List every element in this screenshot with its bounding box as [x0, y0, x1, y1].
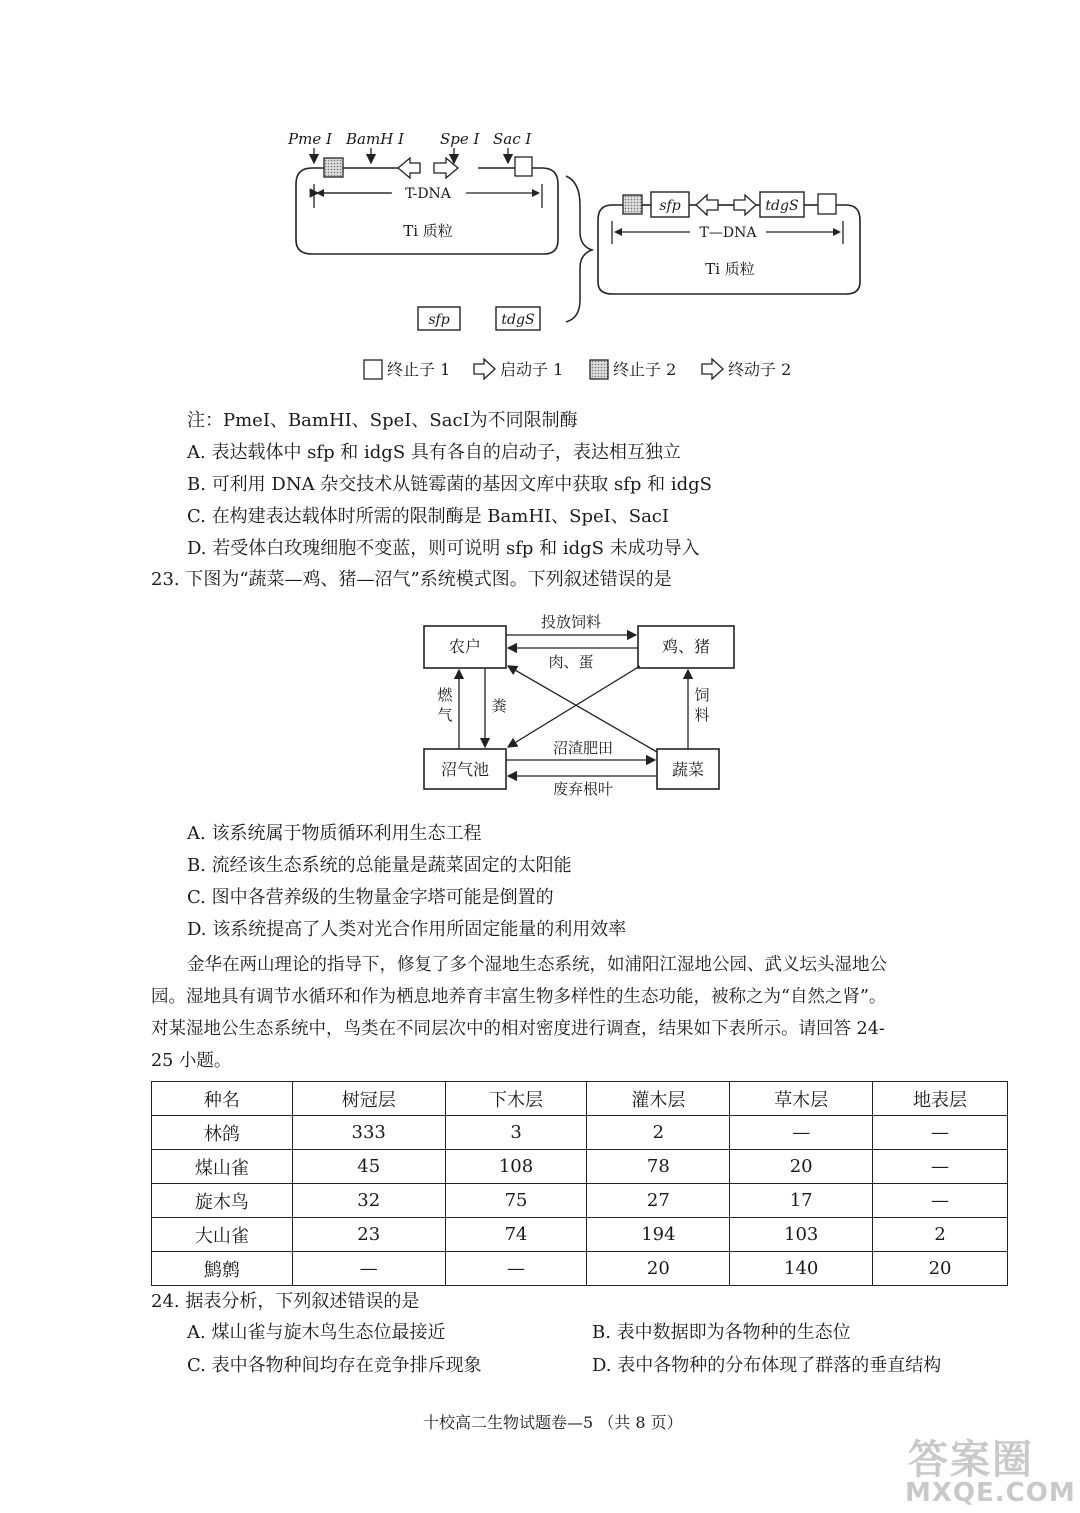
table-cell: 45	[292, 1150, 445, 1184]
table-cell: 78	[587, 1150, 730, 1184]
legend-label-1: 终止子 1	[387, 360, 451, 379]
table-header: 地表层	[873, 1082, 1008, 1116]
table-header: 灌木层	[587, 1082, 730, 1116]
watermark-logo: 答案圈	[908, 1437, 1034, 1483]
passage-line-1: 金华在两山理论的指导下，修复了多个湿地生态系统，如浦阳江湿地公园、武义坛头湿地公	[187, 955, 887, 975]
q23-option-c[interactable]: C. 图中各营养级的生物量金字塔可能是倒置的	[187, 887, 554, 908]
table-cell: —	[730, 1116, 873, 1150]
q24-option-d[interactable]: D. 表中各物种的分布体现了群落的垂直结构	[592, 1355, 942, 1376]
right-plasmid-label: Ti 质粒	[705, 260, 755, 278]
gene-sfp-label: sfp	[428, 312, 450, 328]
legend-terminator1-icon	[364, 360, 382, 379]
q22-note: 注：PmeⅠ、BamHⅠ、SpeⅠ、SacⅠ为不同限制酶	[187, 410, 578, 431]
right-terminator2-icon	[623, 195, 642, 214]
table-cell: 2	[873, 1218, 1008, 1252]
table-cell: 林鸽	[152, 1116, 293, 1150]
q23-option-d[interactable]: D. 该系统提高了人类对光合作用所固定能量的利用效率	[187, 919, 627, 940]
table-cell: 23	[292, 1218, 445, 1252]
right-terminator1-icon	[818, 194, 836, 214]
gene-tdgs-label: tdgS	[501, 312, 535, 328]
legend-promoter2-icon	[702, 359, 723, 379]
node-farmer-label: 农户	[448, 637, 482, 656]
right-promoter-right-icon	[734, 195, 756, 215]
left-tdna-label: T-DNA	[405, 186, 451, 202]
table-cell: 108	[445, 1150, 587, 1184]
left-plasmid-label: Ti 质粒	[403, 222, 453, 240]
table-row	[152, 1252, 1008, 1286]
right-plasmid-outline	[598, 205, 860, 294]
edge-gas-label-2: 气	[437, 706, 453, 724]
q24-option-b[interactable]: B. 表中数据即为各物种的生态位	[592, 1322, 851, 1343]
q24-option-a[interactable]: A. 煤山雀与旋木鸟生态位最接近	[187, 1322, 446, 1343]
plasmid-figure	[0, 0, 1080, 400]
table-cell: 32	[292, 1184, 445, 1218]
table-header: 草木层	[730, 1082, 873, 1116]
node-biogas-label: 沼气池	[440, 760, 490, 779]
edge-manure-label: 粪	[491, 697, 507, 715]
table-cell: 煤山雀	[152, 1150, 293, 1184]
table-cell: 194	[587, 1218, 730, 1252]
edge-feed-label: 投放饲料	[540, 613, 602, 631]
brace	[566, 176, 592, 322]
table-header: 种名	[152, 1082, 293, 1116]
q23-option-a[interactable]: A. 该系统属于物质循环利用生态工程	[187, 823, 482, 844]
table-cell: 大山雀	[152, 1218, 293, 1252]
right-sfp-label: sfp	[659, 198, 681, 214]
table-header-row	[152, 1082, 1008, 1116]
right-tdgs-label: tdgS	[765, 198, 799, 214]
table-cell: 74	[445, 1218, 587, 1252]
table-cell: 旋木鸟	[152, 1184, 293, 1218]
ecosystem-diagram	[400, 600, 760, 805]
table-row	[152, 1116, 1008, 1150]
q22-option-d[interactable]: D. 若受体白玫瑰细胞不变蓝，则可说明 sfp 和 idgS 未成功导入	[187, 538, 700, 559]
watermark-url: MXQE.COM	[905, 1478, 1076, 1508]
edge-residue-label: 沼渣肥田	[552, 739, 614, 757]
table-cell: 20	[873, 1252, 1008, 1286]
q24-option-c[interactable]: C. 表中各物种间均存在竞争排斥现象	[187, 1355, 482, 1376]
table-cell: —	[873, 1184, 1008, 1218]
right-promoter-left-icon	[696, 195, 718, 215]
legend-label-4: 终动子 2	[728, 360, 792, 379]
terminator2-icon	[324, 158, 343, 177]
enzyme-pme-label: Pme Ⅰ	[288, 130, 332, 148]
table-cell: —	[445, 1252, 587, 1286]
bird-density-table	[151, 1081, 1008, 1286]
q23-stem: 23. 下图为“蔬菜—鸡、猪—沼气”系统模式图。下列叙述错误的是	[151, 569, 672, 590]
passage-line-2: 园。湿地具有调节水循环和作为栖息地养育丰富生物多样性的生态功能，被称之为“自然之肾”。	[151, 987, 887, 1007]
table-cell: —	[873, 1116, 1008, 1150]
table-cell: —	[873, 1150, 1008, 1184]
table-cell: —	[292, 1252, 445, 1286]
q24-stem: 24. 据表分析，下列叙述错误的是	[151, 1291, 420, 1312]
edge-fodder-label-2: 料	[694, 706, 710, 724]
table-cell: 2	[587, 1116, 730, 1150]
edge-gas-label-1: 燃	[437, 686, 453, 704]
terminator1-icon	[515, 157, 532, 176]
passage-line-3: 对某湿地公生态系统中，鸟类在不同层次中的相对密度进行调查，结果如下表所示。请回答 24-	[151, 1019, 885, 1039]
table-cell: 103	[730, 1218, 873, 1252]
table-row	[152, 1184, 1008, 1218]
table-cell: 75	[445, 1184, 587, 1218]
promoter-left-icon	[398, 158, 420, 178]
table-row	[152, 1150, 1008, 1184]
table-cell: 3	[445, 1116, 587, 1150]
table-cell: 27	[587, 1184, 730, 1218]
legend-promoter1-icon	[474, 359, 495, 379]
enzyme-sac-label: Sac Ⅰ	[493, 130, 532, 148]
node-animals-label: 鸡、猪	[661, 637, 711, 656]
table-header: 下木层	[445, 1082, 587, 1116]
legend-terminator2-icon	[590, 360, 608, 379]
table-cell: 20	[730, 1150, 873, 1184]
left-plasmid-outline	[296, 168, 558, 254]
legend-label-2: 启动子 1	[500, 360, 564, 379]
enzyme-spe-label: Spe Ⅰ	[440, 130, 480, 148]
node-veg-label: 蔬菜	[671, 760, 705, 779]
edge-meat-label: 肉、蛋	[548, 653, 594, 671]
q22-option-c[interactable]: C. 在构建表达载体时所需的限制酶是 BamHⅠ、SpeⅠ、SacⅠ	[187, 506, 669, 527]
table-row	[152, 1218, 1008, 1252]
passage-line-4: 25 小题。	[151, 1051, 232, 1071]
enzyme-bamh-label: BamH Ⅰ	[346, 130, 404, 148]
right-tdna-label: T—DNA	[699, 225, 757, 241]
edge-fodder-label-1: 饲	[694, 686, 710, 704]
q23-option-b[interactable]: B. 流经该生态系统的总能量是蔬菜固定的太阳能	[187, 855, 572, 876]
table-cell: 140	[730, 1252, 873, 1286]
q22-option-a[interactable]: A. 表达载体中 sfp 和 idgS 具有各自的启动子，表达相互独立	[187, 442, 681, 463]
table-cell: 20	[587, 1252, 730, 1286]
table-cell: 鹪鹩	[152, 1252, 293, 1286]
table-cell: 333	[292, 1116, 445, 1150]
q22-option-b[interactable]: B. 可利用 DNA 杂交技术从链霉菌的基因文库中获取 sfp 和 idgS	[187, 474, 713, 495]
edge-waste-label: 废弃根叶	[552, 780, 614, 798]
legend-label-3: 终止子 2	[613, 360, 677, 379]
table-header: 树冠层	[292, 1082, 445, 1116]
table-cell: 17	[730, 1184, 873, 1218]
page-footer: 十校高二生物试题卷—5 （共 8 页）	[423, 1413, 683, 1432]
